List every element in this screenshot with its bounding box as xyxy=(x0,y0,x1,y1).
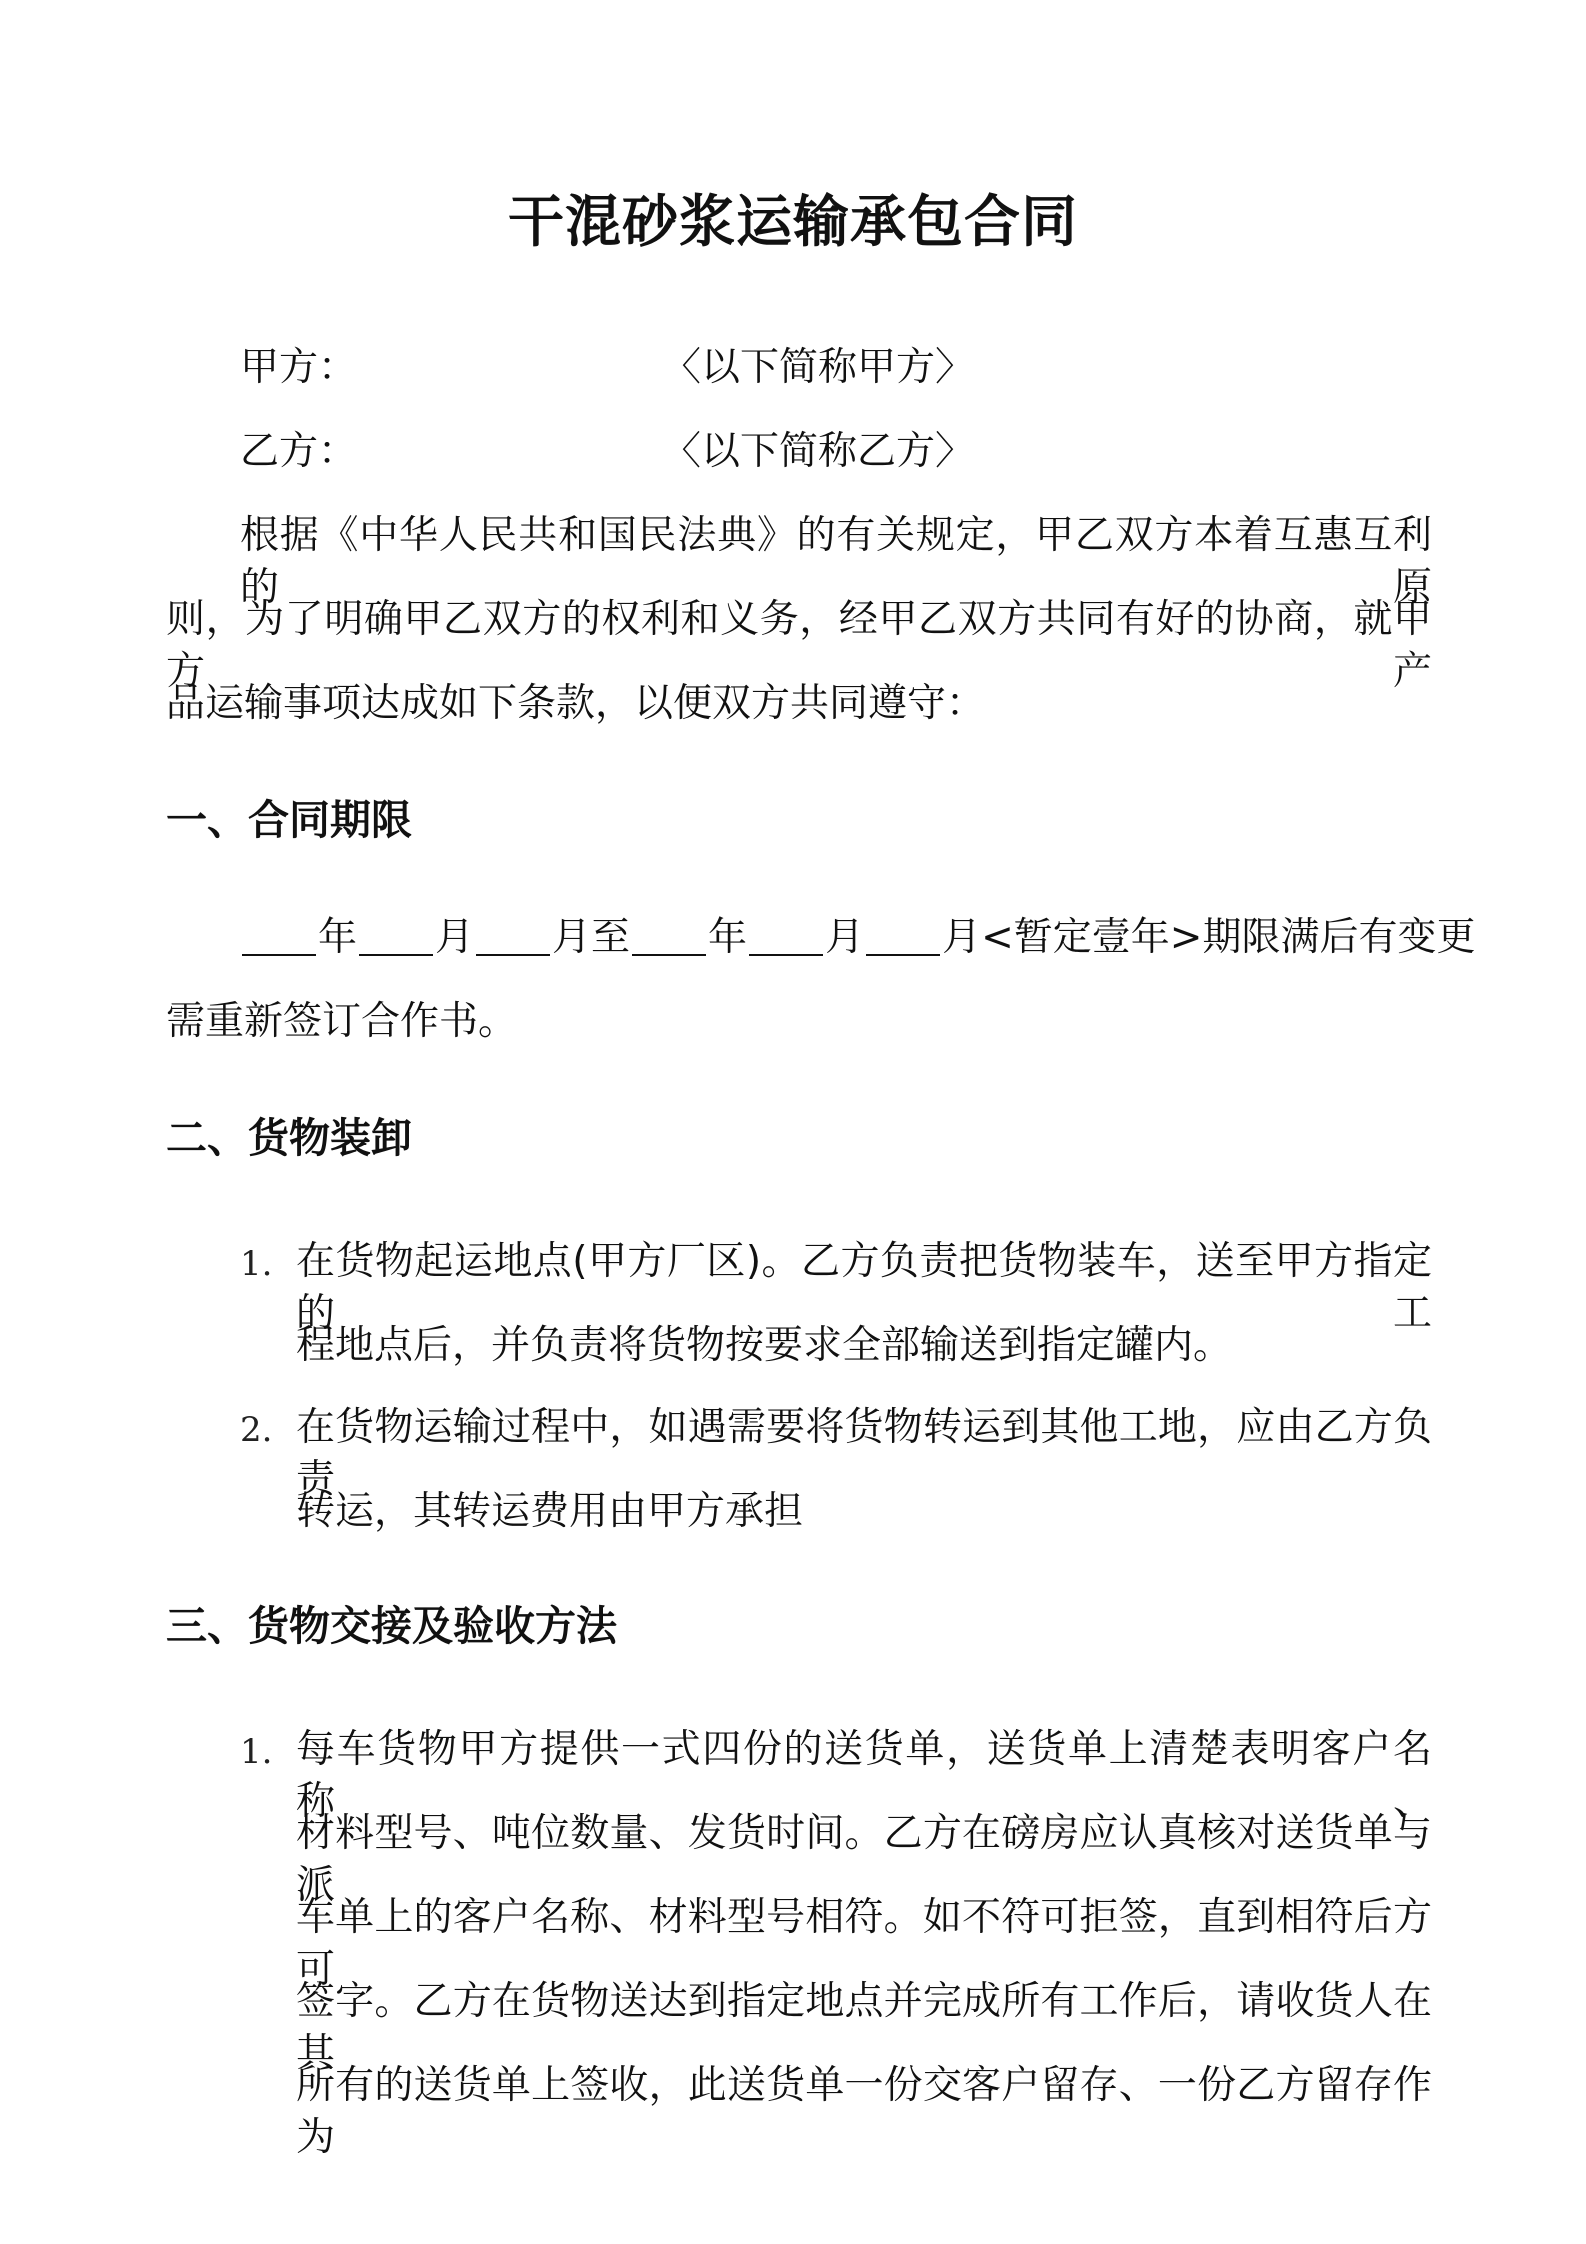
term-unit: 月 xyxy=(825,915,865,960)
list-number: 1. xyxy=(240,1732,273,1772)
list-item-line: 所有的送货单上签收，此送货单一份交客户留存、一份乙方留存作为 xyxy=(296,2063,1432,2160)
party-a-alias: 〈以下简称甲方〉 xyxy=(662,345,975,390)
list-number: 2. xyxy=(240,1410,273,1450)
party-b-label: 乙方： xyxy=(240,429,358,474)
intro-line-3: 品运输事项达成如下条款，以便双方共同遵守： xyxy=(166,681,986,726)
term-unit: 月 xyxy=(942,915,982,960)
intro-line-1: 根据《中华人民共和国民法典》的有关规定，甲乙双方本着互惠互利的原 xyxy=(240,513,1432,610)
section-1-heading: 一、合同期限 xyxy=(166,796,412,844)
list-item-line: 车单上的客户名称、材料型号相符。如不符可拒签，直到相符后方可 xyxy=(296,1895,1432,1992)
term-unit: 年 xyxy=(318,915,358,960)
list-item-line: 在货物起运地点(甲方厂区)。乙方负责把货物装车，送至甲方指定的工 xyxy=(296,1239,1432,1336)
list-item-line: 程地点后，并负责将货物按要求全部输送到指定罐内。 xyxy=(296,1323,1233,1368)
list-item-line: 签字。乙方在货物送达到指定地点并完成所有工作后，请收货人在其 xyxy=(296,1979,1432,2076)
list-item-line: 在货物运输过程中，如遇需要将货物转运到其他工地，应由乙方负责 xyxy=(296,1405,1432,1502)
blank-field[interactable] xyxy=(632,914,706,956)
section-2-heading: 二、货物装卸 xyxy=(166,1114,412,1162)
term-line xyxy=(240,912,1476,964)
list-item-line: 转运，其转运费用由甲方承担 xyxy=(296,1489,804,1534)
list-item-line: 材料型号、吨位数量、发货时间。乙方在磅房应认真核对送货单与派 xyxy=(296,1811,1432,1908)
term-unit: 月至 xyxy=(552,915,631,960)
list-item-line: 每车货物甲方提供一式四份的送货单，送货单上清楚表明客户名称、 xyxy=(296,1727,1432,1824)
document-title: 干混砂浆运输承包合同 xyxy=(508,190,1078,255)
term-tail: <暂定壹年>期限满后有变更 xyxy=(981,915,1476,960)
section-3-heading: 三、货物交接及验收方法 xyxy=(166,1602,617,1650)
blank-field[interactable] xyxy=(866,914,940,956)
blank-field[interactable] xyxy=(242,914,316,956)
blank-field[interactable] xyxy=(749,914,823,956)
intro-line-2: 则，为了明确甲乙双方的权利和义务，经甲乙双方共同有好的协商，就甲方产 xyxy=(166,597,1432,694)
blank-field[interactable] xyxy=(476,914,550,956)
term-line-2: 需重新签订合作书。 xyxy=(166,999,518,1044)
term-unit: 年 xyxy=(708,915,748,960)
party-b-alias: 〈以下简称乙方〉 xyxy=(662,429,975,474)
blank-field[interactable] xyxy=(359,914,433,956)
term-unit: 月 xyxy=(435,915,475,960)
party-a-label: 甲方： xyxy=(240,345,358,390)
list-number: 1. xyxy=(240,1244,273,1284)
